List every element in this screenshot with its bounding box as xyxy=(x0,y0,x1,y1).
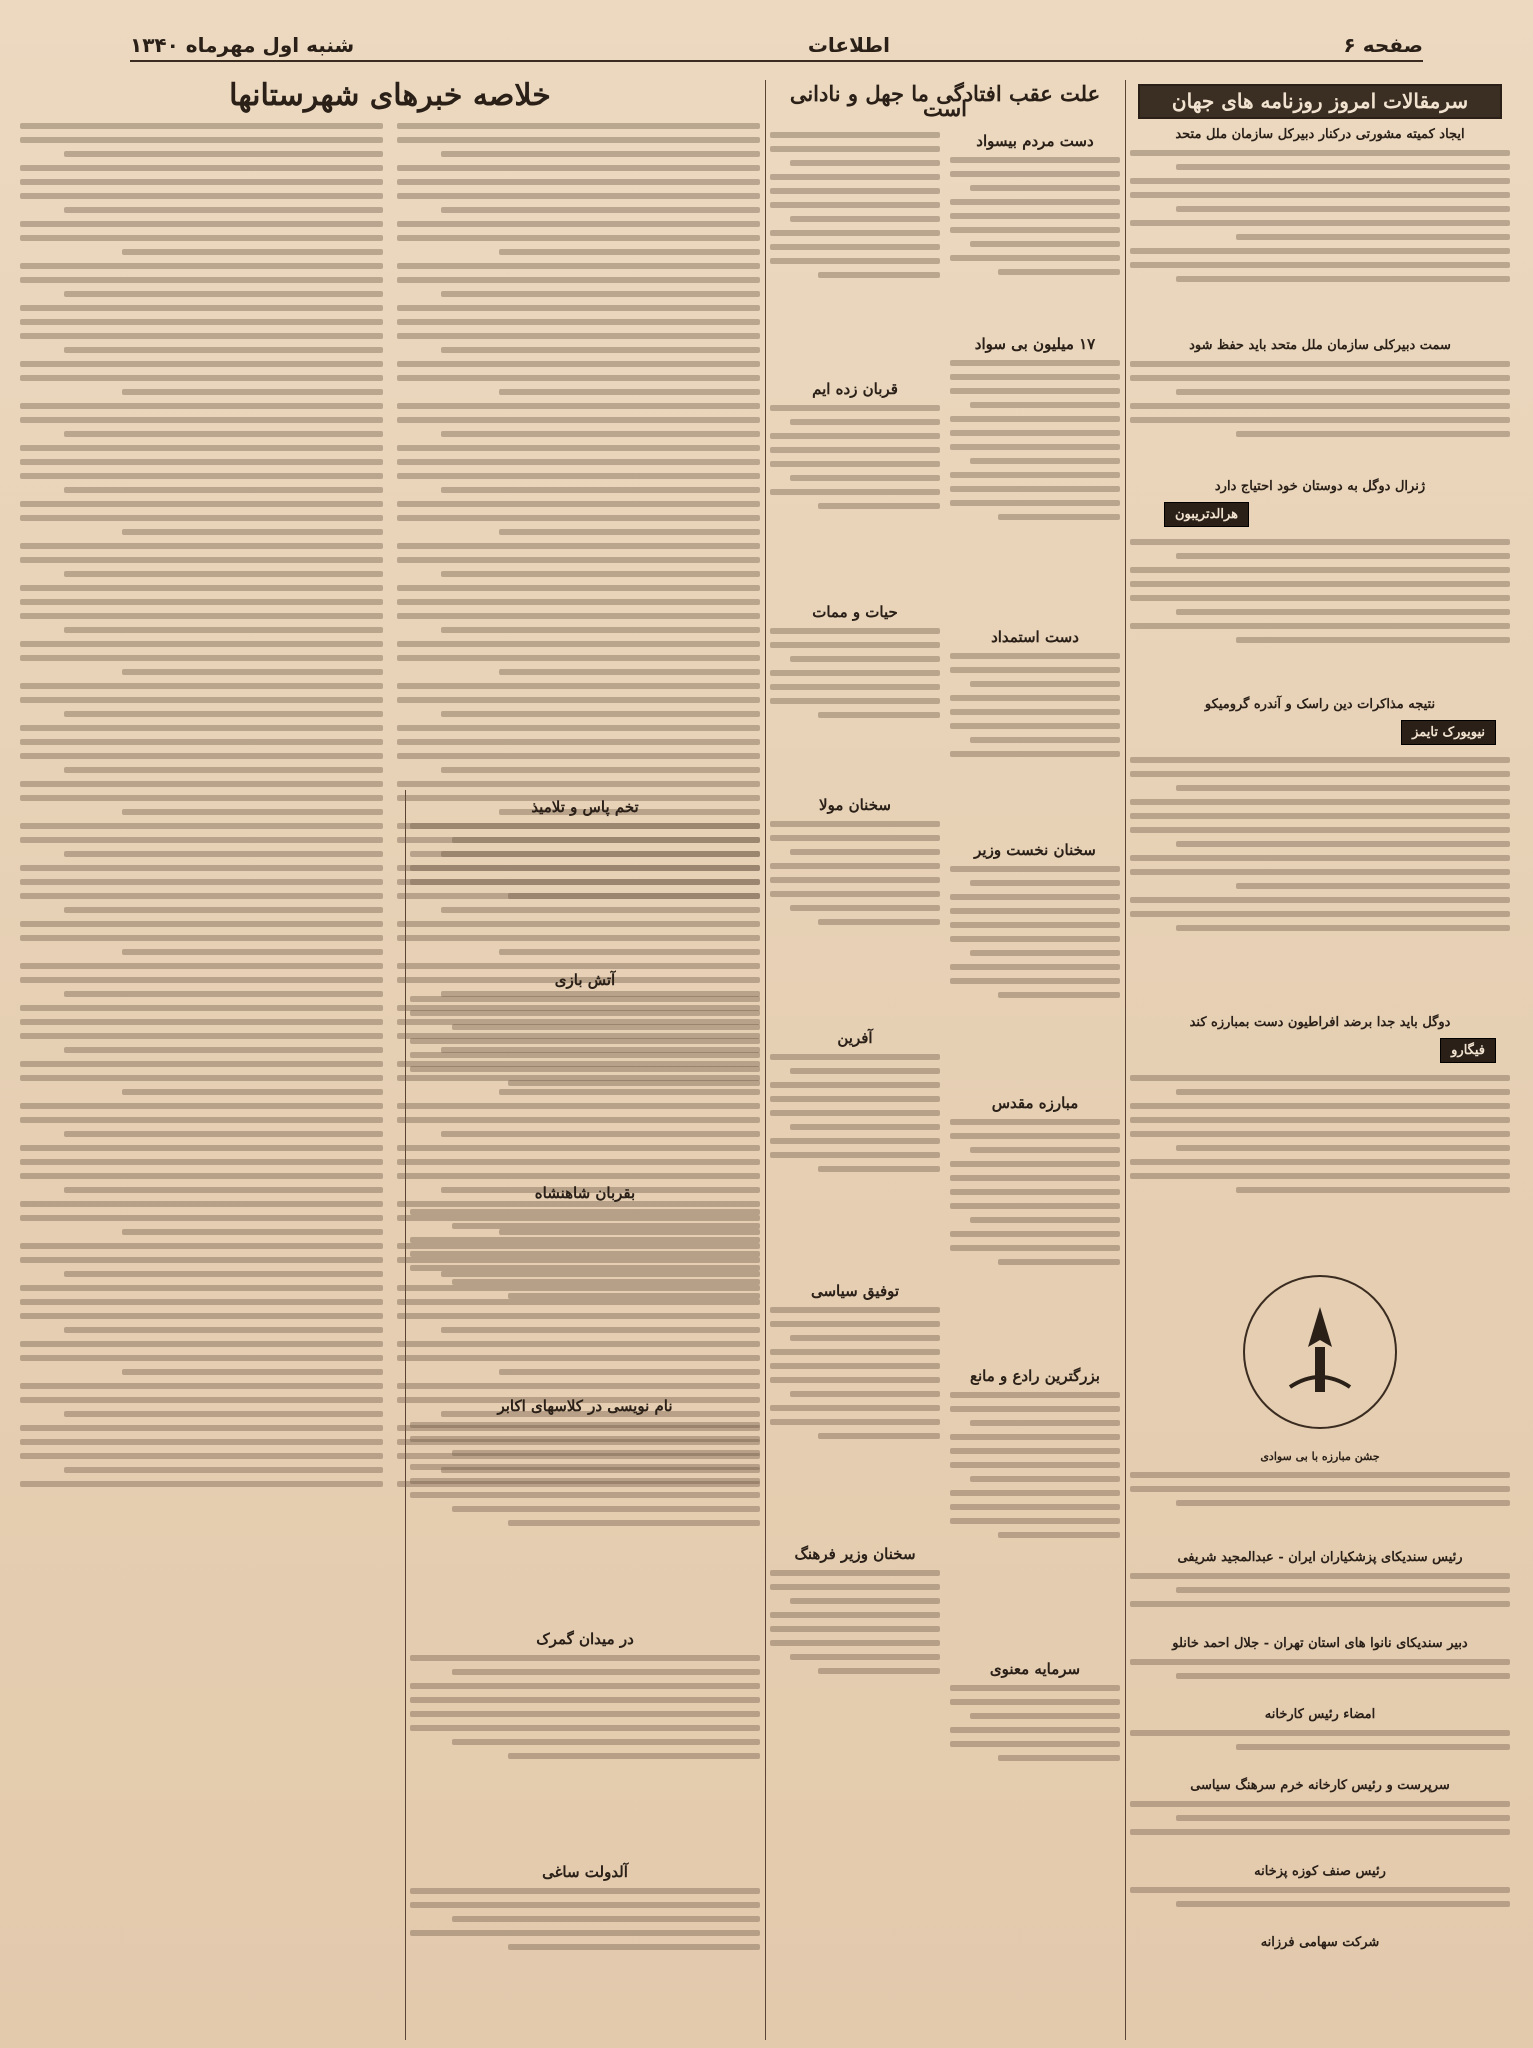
article-subhead: توفیق سیاسی xyxy=(810,1282,900,1300)
news-subhead: در میدان گمرک xyxy=(536,1630,634,1648)
main-article xyxy=(770,80,1120,2040)
editorial-headline: سمت دبیرکلی سازمان ملل متحد باید حفظ شود xyxy=(1189,338,1451,353)
notice-signature: شرکت سهامی فرزانه xyxy=(1260,1935,1380,1950)
notice-text xyxy=(1130,1659,1510,1699)
article-subhead: دست استمداد xyxy=(991,628,1079,646)
news-continuation xyxy=(410,790,760,2040)
article-subhead: دست مردم بیسواد xyxy=(976,132,1094,150)
editorials-title: سرمقالات امروز روزنامه های جهان xyxy=(1138,84,1502,119)
notice-text xyxy=(1130,1801,1510,1856)
new-york-times-logo: نیویورک تایمز xyxy=(1401,720,1496,745)
news-subhead: آلدولت ساغی xyxy=(542,1863,628,1881)
torch-icon xyxy=(1260,1292,1380,1412)
article-subhead: بزرگترین رادع و مانع xyxy=(970,1367,1100,1385)
editorial-text xyxy=(1130,361,1510,471)
right-column xyxy=(1130,80,1510,2040)
editorial-text xyxy=(1130,757,1510,1007)
notice-signature: سرپرست و رئیس کارخانه خرم سرهنگ سیاسی xyxy=(1190,1778,1450,1793)
notice-text xyxy=(1130,1730,1510,1770)
figaro-logo: فیگارو xyxy=(1440,1038,1496,1063)
news-subcolumn xyxy=(20,115,383,1973)
page-header xyxy=(130,30,1423,62)
article-subhead: سخنان مولا xyxy=(819,796,891,814)
editorial-headline: نتیجه مذاکرات دین راسک و آندره گرومیکو xyxy=(1204,697,1436,712)
notice-signature: رئیس صنف کوزه پزخانه xyxy=(1254,1864,1386,1879)
emblem-caption: جشن مبارزه با بی سوادی xyxy=(1260,1450,1380,1463)
editorial-headline: ژنرال دوگل به دوستان خود احتیاج دارد xyxy=(1214,479,1426,494)
editorial-headline: دوگل باید جدا برضد افراطیون دست بمبارزه کند xyxy=(1189,1015,1451,1030)
article-subhead: سخنان وزیر فرهنگ xyxy=(794,1545,916,1563)
article-subhead: قربان زده ایم xyxy=(812,380,898,398)
provincial-news-title: خلاصه خبرهای شهرستانها xyxy=(229,80,551,113)
article-subhead: مبارزه مقدس xyxy=(991,1094,1079,1112)
notice-signature: رئیس سندیکای پزشکیاران ایران - عبدالمجید شریفی xyxy=(1177,1550,1463,1565)
newspaper-name: اطلاعات xyxy=(807,33,890,57)
news-subhead: نام نویسی در کلاسهای اکابر xyxy=(497,1397,673,1415)
news-subhead: آتش بازی xyxy=(554,971,616,989)
article-subhead: سخنان نخست وزیر xyxy=(974,841,1096,859)
article-subhead: ۱۷ میلیون بی سواد xyxy=(974,335,1096,353)
literacy-campaign-emblem xyxy=(1243,1275,1397,1429)
main-article-title: علت عقب افتادگی ما جهل و نادانی است xyxy=(789,81,1101,121)
article-subcolumn xyxy=(950,124,1120,1845)
editorial-text xyxy=(1130,539,1510,689)
notice-text xyxy=(1130,1573,1510,1628)
page-number: صفحه ۶ xyxy=(1343,33,1423,57)
article-subhead: آفرین xyxy=(837,1029,873,1047)
news-subhead: بقربان شاهنشاه xyxy=(534,1184,636,1202)
notice-signature: امضاء رئیس کارخانه xyxy=(1264,1707,1376,1722)
notice-text xyxy=(1130,1472,1510,1542)
notice-text xyxy=(1130,1887,1510,1927)
notice-signature: دبیر سندیکای نانوا های استان تهران - جلال احمد خانلو xyxy=(1172,1636,1468,1651)
column-rule xyxy=(1125,80,1126,2040)
editorial-headline: ایجاد کمیته مشورتی درکنار دبیرکل سازمان ملل متحد xyxy=(1175,127,1465,142)
article-subcolumn xyxy=(770,124,940,1845)
article-subhead: سرمایه معنوی xyxy=(989,1660,1081,1678)
issue-date: شنبه اول مهرماه ۱۳۴۰ xyxy=(130,33,355,57)
editorial-text xyxy=(1130,1075,1510,1255)
editorial-text xyxy=(1130,150,1510,330)
herald-tribune-logo: هرالدتریبون xyxy=(1164,502,1249,527)
news-subhead: تخم پاس و تلامیذ xyxy=(531,798,639,816)
column-rule xyxy=(765,80,766,2040)
article-subhead: حیات و ممات xyxy=(812,603,898,621)
